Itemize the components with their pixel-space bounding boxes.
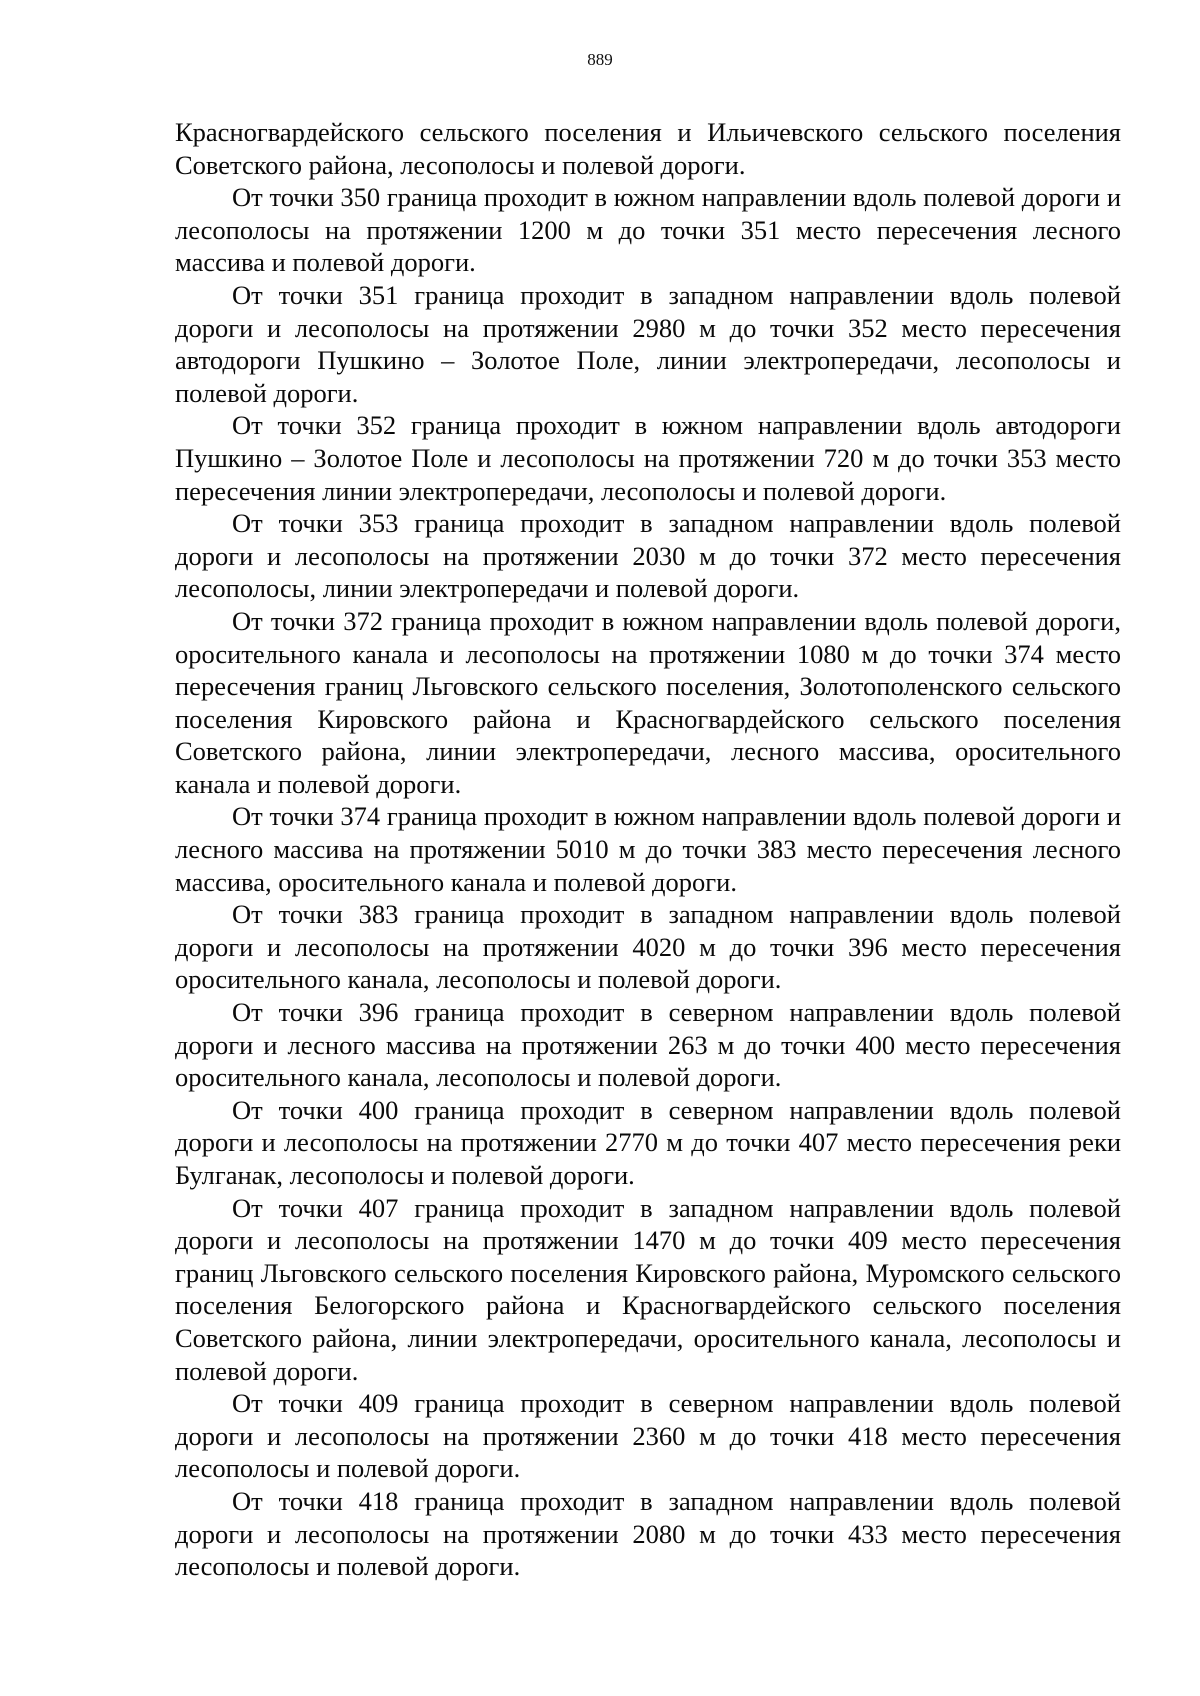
paragraph-4: От точки 352 граница проходит в южном направлении вдоль автодороги Пушкино – Золотое Поле и лесополосы на протяжении 720 м до точки 353 место пересечения линии электропередачи, лесополосы и полевой дороги. (175, 410, 1121, 506)
paragraph-5: От точки 353 граница проходит в западном направлении вдоль полевой дороги и лесополосы на протяжении 2030 м до точки 372 место пересечения лесополосы, линии электропередачи и полевой дороги. (175, 508, 1121, 604)
paragraph-10: От точки 400 граница проходит в северном направлении вдоль полевой дороги и лесополосы на протяжении 2770 м до точки 407 место пересечения реки Булганак, лесополосы и полевой дороги. (175, 1094, 1121, 1190)
paragraph-2: От точки 350 граница проходит в южном направлении вдоль полевой дороги и лесополосы на протяжении 1200 м до точки 351 место пересечения лесного массива и полевой дороги. (175, 182, 1121, 278)
document-body (175, 116, 1121, 1583)
paragraph-3: От точки 351 граница проходит в западном направлении вдоль полевой дороги и лесополосы на протяжении 2980 м до точки 352 место пересечения автодороги Пушкино – Золотое Поле, линии электропередачи, лесополосы и полевой дороги. (175, 279, 1121, 408)
paragraph-13: От точки 418 граница проходит в западном направлении вдоль полевой дороги и лесополосы на протяжении 2080 м до точки 433 место пересечения лесополосы и полевой дороги. (175, 1485, 1121, 1582)
paragraph-8: От точки 383 граница проходит в западном направлении вдоль полевой дороги и лесополосы на протяжении 4020 м до точки 396 место пересечения оросительного канала, лесополосы и полевой дороги. (175, 899, 1121, 995)
paragraph-9: От точки 396 граница проходит в северном направлении вдоль полевой дороги и лесного массива на протяжении 263 м до точки 400 место пересечения оросительного канала, лесополосы и полевой дороги. (175, 997, 1121, 1093)
paragraph-12: От точки 409 граница проходит в северном направлении вдоль полевой дороги и лесополосы на протяжении 2360 м до точки 418 место пересечения лесополосы и полевой дороги. (175, 1388, 1121, 1484)
paragraph-11: От точки 407 граница проходит в западном направлении вдоль полевой дороги и лесополосы на протяжении 1470 м до точки 409 место пересечения границ Льговского сельского поселения Кировского района, Муромского сельского поселения Белогорского района и Красногвардейского сельского поселения Советского района, линии электропередачи, оросительного канала, лесополосы и полевой дороги. (175, 1192, 1121, 1386)
paragraph-1: Красногвардейского сельского поселения и Ильичевского сельского поселения Советского района, лесополосы и полевой дороги. (175, 117, 1121, 180)
paragraph-7: От точки 374 граница проходит в южном направлении вдоль полевой дороги и лесного массива на протяжении 5010 м до точки 383 место пересечения лесного массива, оросительного канала и полевой дороги. (175, 801, 1121, 897)
page-number: 889 (587, 50, 613, 69)
paragraph-6: От точки 372 граница проходит в южном направлении вдоль полевой дороги, оросительного канала и лесополосы на протяжении 1080 м до точки 374 место пересечения границ Льговского сельского поселения, Золотополенского сельского поселения Кировского района и Красногвардейского сельского поселения Советского района, линии электропередачи, лесного массива, оросительного канала и полевой дороги. (175, 605, 1121, 799)
